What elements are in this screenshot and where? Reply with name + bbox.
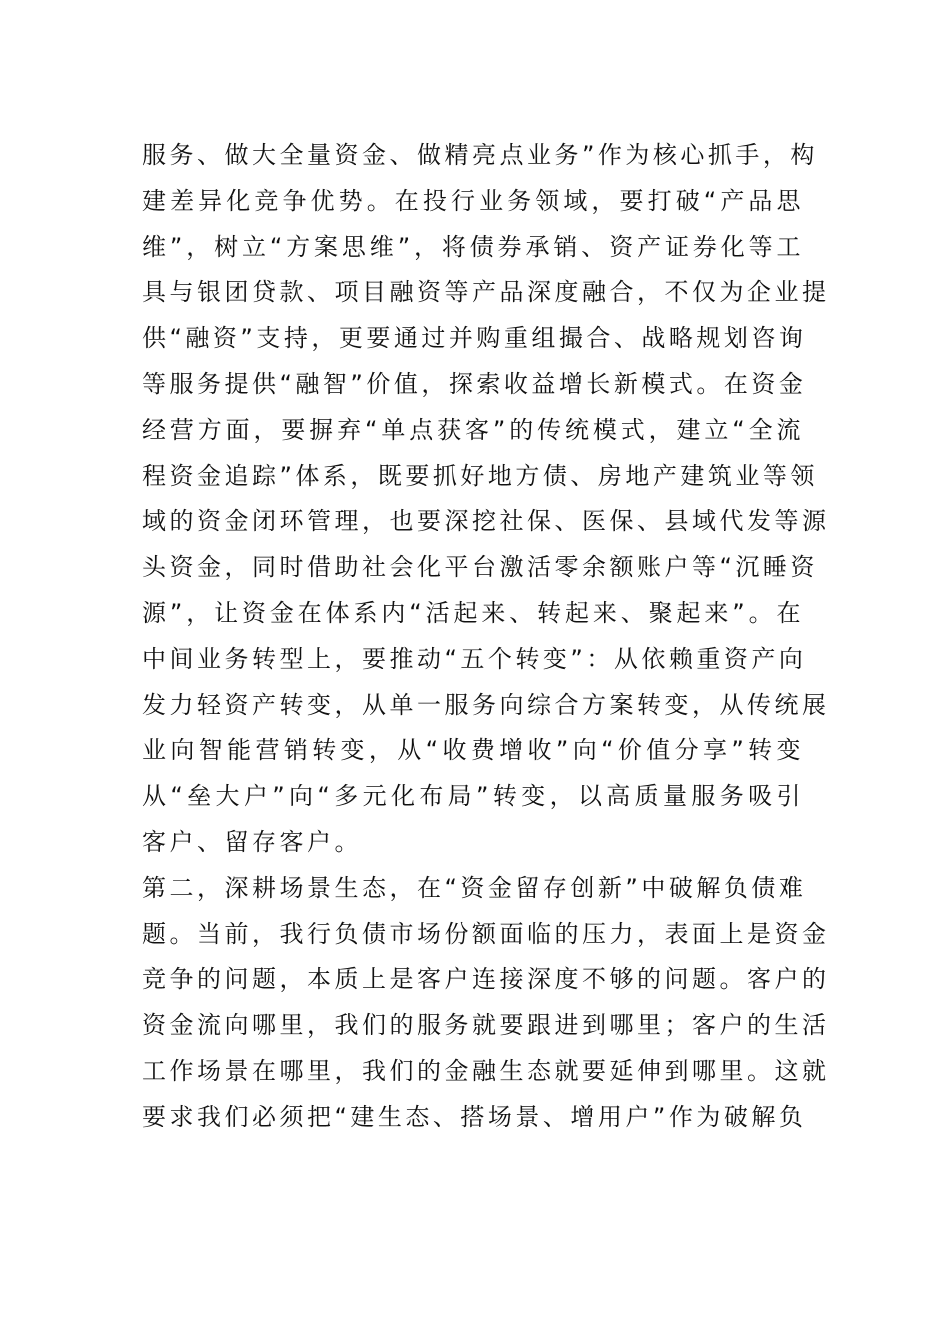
text-line: 中间业务转型上，要推动“五个转变”：从依赖重资产向: [142, 644, 807, 673]
text-line: 题。当前，我行负债市场份额面临的压力，表面上是资金: [142, 919, 830, 948]
text-line: 维”，树立“方案思维”，将债券承销、资产证券化等工: [142, 232, 804, 261]
text-line: 客户、留存客户。: [142, 827, 362, 856]
text-line: 要求我们必须把“建生态、搭场景、增用户”作为破解负: [142, 1102, 807, 1131]
text-line: 源”，让资金在体系内“活起来、转起来、聚起来”。在: [142, 598, 804, 627]
text-line: 第二，深耕场景生态，在“资金留存创新”中破解负债难: [142, 873, 807, 902]
text-line: 业向智能营销转变，从“收费增收”向“价值分享”转变: [142, 736, 804, 765]
paragraph-continued: [142, 137, 830, 870]
text-line: 供“融资”支持，更要通过并购重组撮合、战略规划咨询: [142, 324, 807, 353]
text-line: 服务、做大全量资金、做精亮点业务”作为核心抓手，构: [142, 141, 818, 169]
text-line: 资金流向哪里，我们的服务就要跟进到哪里；客户的生活: [142, 1011, 830, 1040]
text-line: 头资金，同时借助社会化平台激活零余额账户等“沉睡资: [142, 553, 818, 582]
text-line: 程资金追踪”体系，既要抓好地方债、房地产建筑业等领: [142, 461, 818, 490]
document-body: [142, 137, 830, 1145]
text-line: 等服务提供“融智”价值，探索收益增长新模式。在资金: [142, 369, 807, 398]
text-line: 具与银团贷款、项目融资等产品深度融合，不仅为企业提: [142, 278, 830, 307]
text-line: 竞争的问题，本质上是客户连接深度不够的问题。客户的: [142, 965, 830, 994]
text-line: 工作场景在哪里，我们的金融生态就要延伸到哪里。这就: [142, 1056, 830, 1085]
paragraph-second-point: [142, 870, 830, 1145]
text-line: 域的资金闭环管理，也要深挖社保、医保、县域代发等源: [142, 507, 830, 536]
text-line: 从“垒大户”向“多元化布局”转变，以高质量服务吸引: [142, 782, 804, 811]
text-line: 经营方面，要摒弃“单点获客”的传统模式，建立“全流: [142, 415, 804, 444]
text-line: 发力轻资产转变，从单一服务向综合方案转变，从传统展: [142, 690, 830, 719]
text-line: 建差异化竞争优势。在投行业务领域，要打破“产品思: [142, 186, 804, 215]
